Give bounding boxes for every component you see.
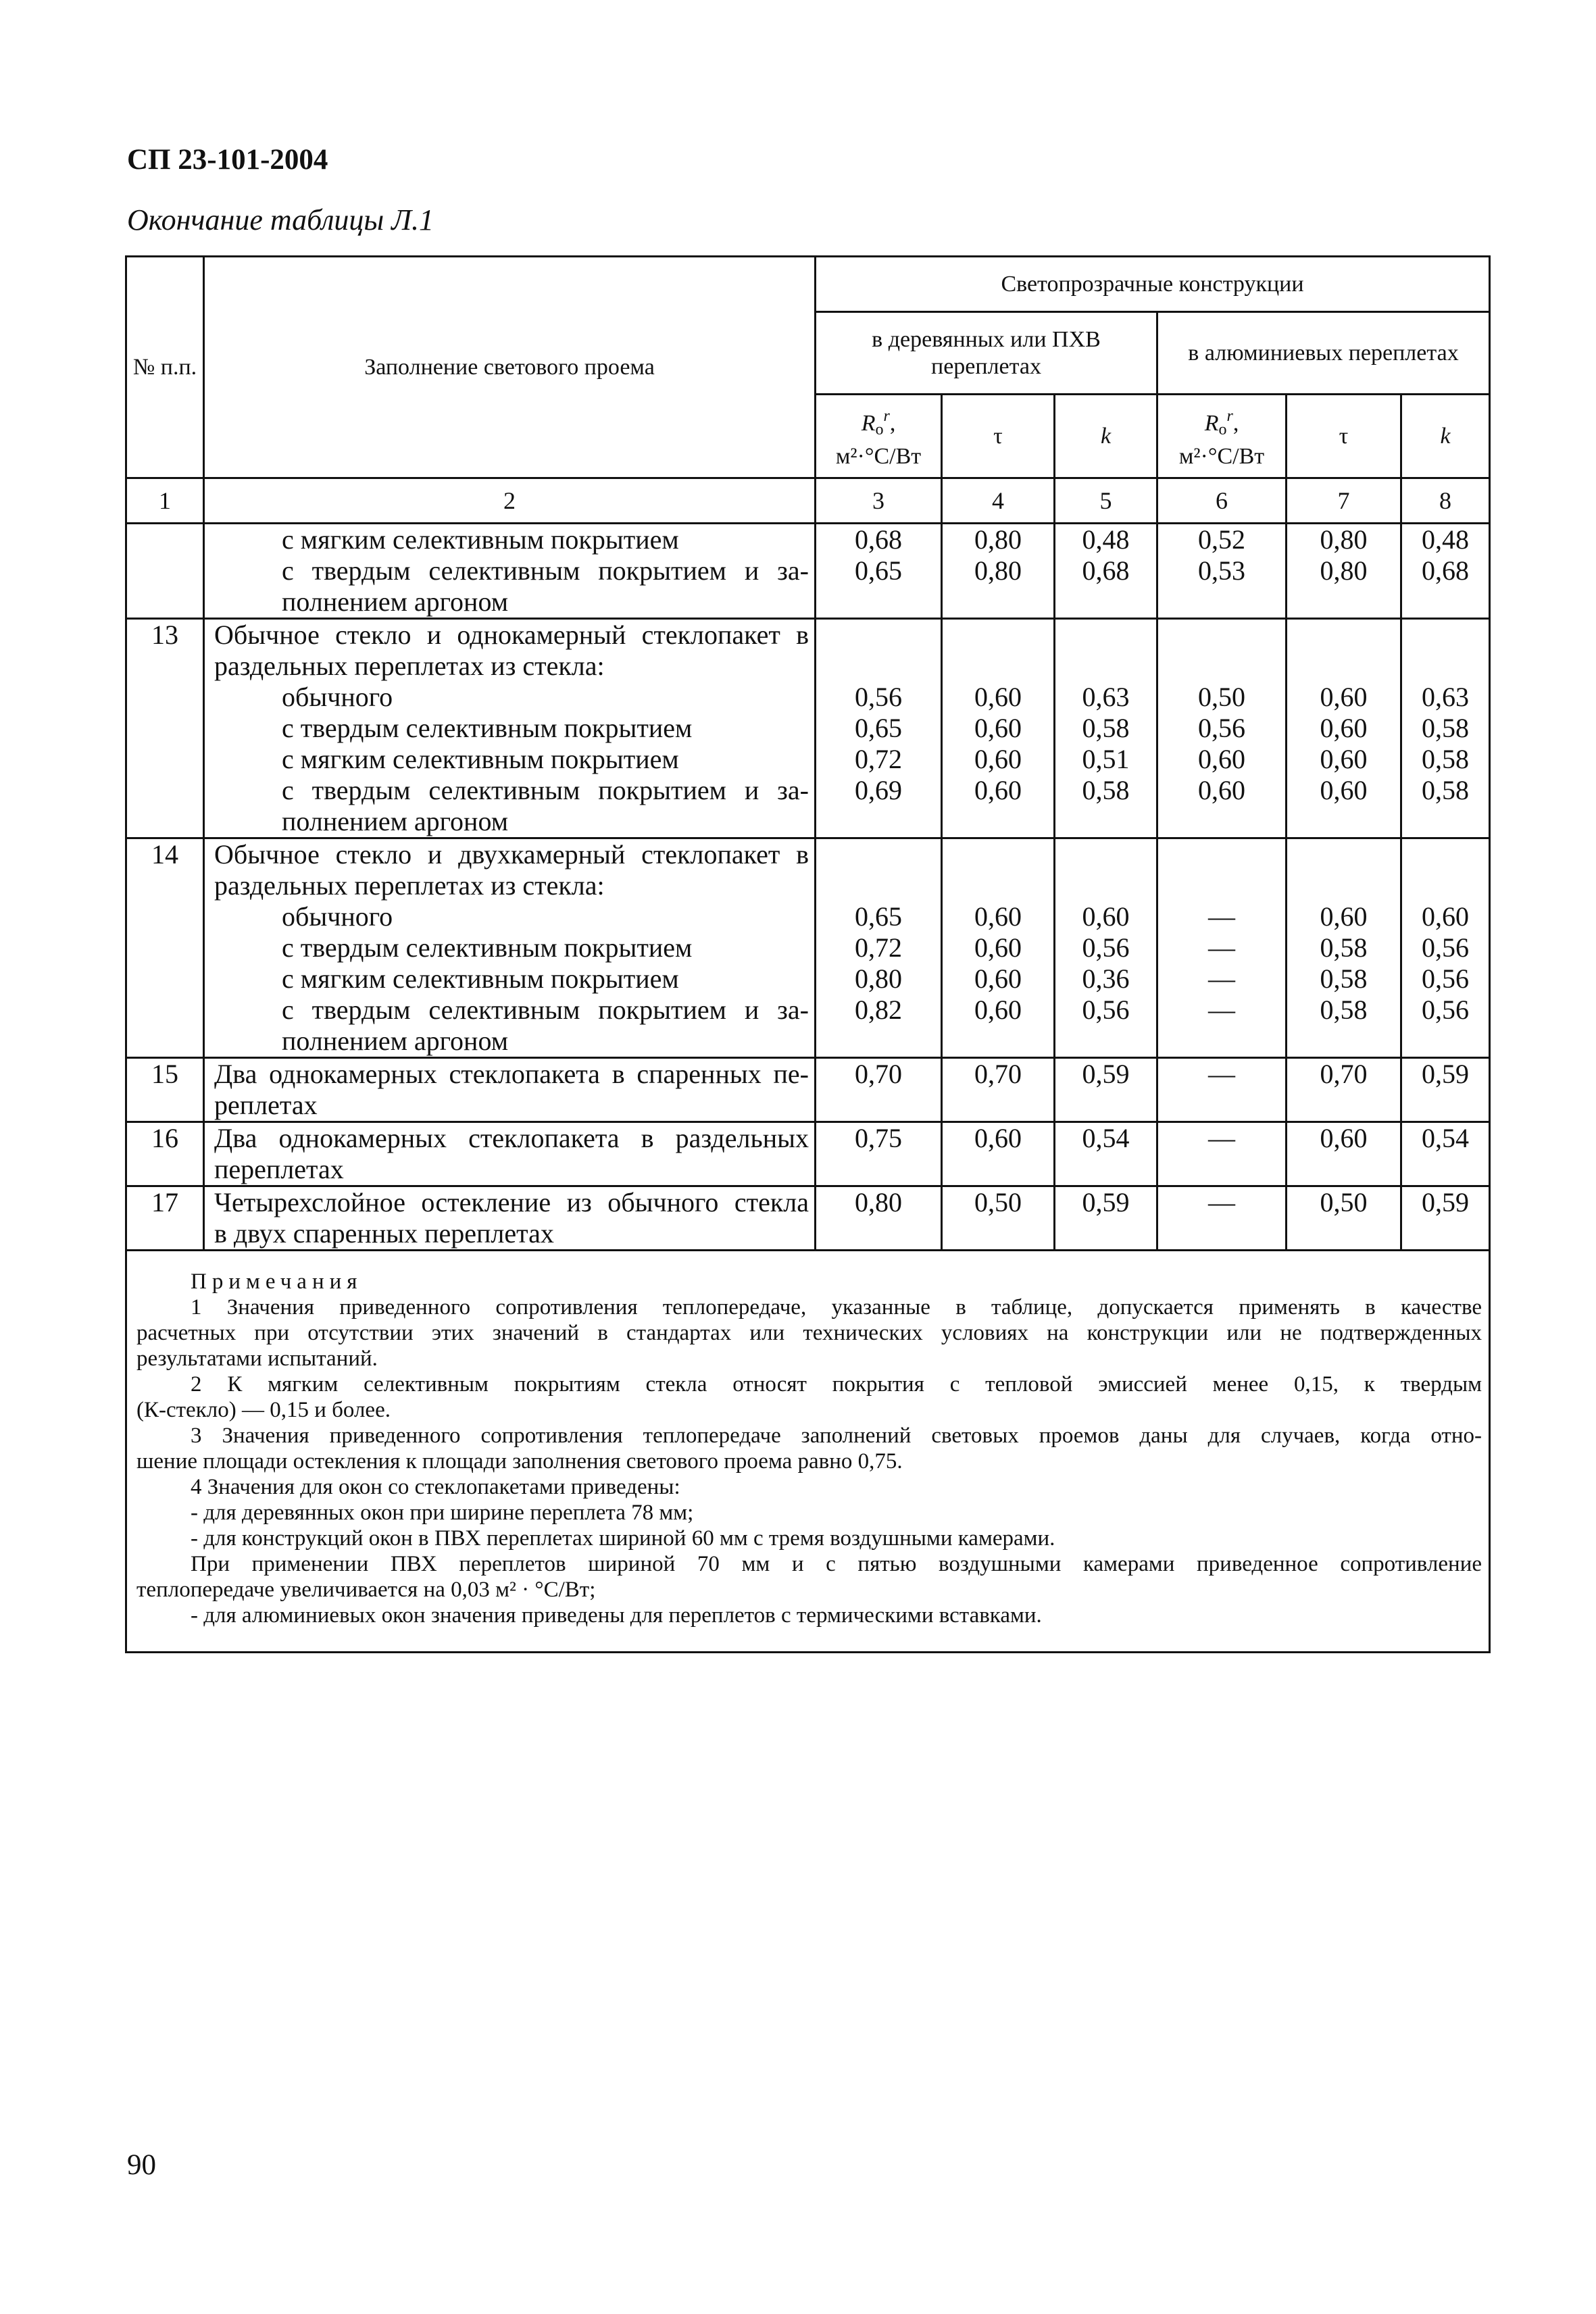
value: 0,63 [1422, 682, 1469, 712]
header-wood-pvc: в деревянных или ПХВ переплетах [816, 312, 1157, 395]
note-line: При применении ПВХ переплетов шириной 70 мм и с пятью воздушными камерами приведенное сопротивление [191, 1552, 1482, 1576]
header-no: № п.п. [126, 257, 204, 478]
value-cell [1055, 619, 1157, 838]
table-row [126, 524, 1490, 619]
value-cell: 0,70 [942, 1058, 1055, 1122]
column-number: 7 [1287, 478, 1401, 524]
glazing-table [125, 255, 1491, 1653]
value: 0,65 [855, 555, 902, 586]
value: 0,58 [1422, 775, 1469, 805]
note-line: теплопередаче увеличивается на 0,03 м² · °С/Вт; [136, 1578, 596, 1602]
value-cell: 0,75 [816, 1122, 942, 1186]
value-cell: — [1157, 1058, 1287, 1122]
value-cell [1401, 619, 1490, 838]
note-line: 2 К мягким селективным покрытиям стекла относят покрытия с тепловой эмиссией менее 0,15, к твердым [191, 1372, 1482, 1397]
row-number: 16 [126, 1122, 204, 1186]
value: 0,69 [855, 775, 902, 805]
value: 0,52 [1198, 524, 1245, 555]
value-cell: 0,59 [1055, 1186, 1157, 1251]
value: — [1208, 995, 1235, 1025]
header-r-wood: $R_o^r$, м²·°С/Вт [816, 395, 942, 478]
value-cell: 0,59 [1401, 1186, 1490, 1251]
value: 0,63 [1082, 682, 1130, 712]
value: 0,48 [1422, 524, 1469, 555]
document-code: СП 23-101-2004 [127, 144, 328, 176]
header-filling: Заполнение светового проема [204, 257, 816, 478]
value: 0,58 [1422, 713, 1469, 743]
description-line: с твердым селективным покрытием и за- [282, 555, 809, 586]
value-cell [1287, 619, 1401, 838]
row-number [126, 524, 204, 619]
value-cell [942, 838, 1055, 1058]
description-line: с твердым селективным покрытием и за- [282, 995, 809, 1025]
value: 0,80 [974, 555, 1022, 586]
symbol-r-sup: r [883, 407, 890, 425]
value-cell [942, 619, 1055, 838]
value: 0,82 [855, 995, 902, 1025]
value-cell [1157, 838, 1287, 1058]
value: 0,65 [855, 901, 902, 932]
header-tau-alu: τ [1287, 395, 1401, 478]
value: 0,80 [855, 963, 902, 994]
description-line: с мягким селективным покрытием [282, 744, 679, 774]
value: 0,60 [974, 775, 1022, 805]
description-line: обычного [282, 682, 393, 712]
unit-label: м²·°С/Вт [1178, 443, 1265, 469]
note-line: (К-стекло) — 0,15 и более. [136, 1398, 391, 1422]
value: 0,60 [974, 901, 1022, 932]
header-k-alu: k [1401, 395, 1490, 478]
value-cell [1401, 524, 1490, 619]
description-line: полнением аргоном [282, 806, 508, 836]
note-line: - для конструкций окон в ПВХ переплетах шириной 60 мм с тремя воздушными камерами. [191, 1526, 1055, 1551]
table-row [126, 1122, 1490, 1186]
header-group: Светопрозрачные конструкции [816, 257, 1490, 312]
table-row [126, 1186, 1490, 1251]
value-cell [1157, 524, 1287, 619]
value: 0,56 [855, 682, 902, 712]
description-line: раздельных переплетах из стекла: [214, 870, 605, 901]
notes-heading: Примечания [191, 1269, 363, 1294]
note-line: - для деревянных окон при ширине переплета 78 мм; [191, 1501, 694, 1525]
note-line: шение площади остекления к площади заполнения светового проема равно 0,75. [136, 1449, 903, 1474]
value: 0,58 [1320, 963, 1368, 994]
value: — [1208, 963, 1235, 994]
note-line: расчетных при отсутствии этих значений в стандартах или технических условиях на конструкции или не подтвержденных [136, 1321, 1482, 1345]
row-number: 17 [126, 1186, 204, 1251]
column-number-row [126, 478, 1490, 524]
value-cell: 0,60 [1287, 1122, 1401, 1186]
value-cell [1055, 524, 1157, 619]
description-line: обычного [282, 901, 393, 932]
value: 0,60 [1198, 744, 1245, 774]
value: 0,80 [974, 524, 1022, 555]
value-cell [816, 524, 942, 619]
value-cell [1401, 838, 1490, 1058]
value-cell: 0,70 [1287, 1058, 1401, 1122]
value: 0,80 [1320, 524, 1368, 555]
value-cell [1287, 524, 1401, 619]
value: — [1208, 901, 1235, 932]
value: 0,50 [1198, 682, 1245, 712]
symbol-r: R [861, 410, 876, 436]
value: 0,48 [1082, 524, 1130, 555]
page-number: 90 [127, 2149, 156, 2181]
description-line: с твердым селективным покрытием [282, 713, 693, 743]
description-line: переплетах [214, 1154, 344, 1184]
value: 0,56 [1422, 995, 1469, 1025]
column-number: 8 [1401, 478, 1490, 524]
value-cell: 0,60 [942, 1122, 1055, 1186]
value: 0,58 [1082, 775, 1130, 805]
note-line: - для алюминиевых окон значения приведены для переплетов с термическими вставками. [191, 1603, 1042, 1628]
row-description [204, 1186, 816, 1251]
value: 0,36 [1082, 963, 1130, 994]
value-cell: — [1157, 1122, 1287, 1186]
value-cell [1157, 619, 1287, 838]
description-line: в двух спаренных переплетах [214, 1218, 554, 1249]
description-line: с мягким селективным покрытием [282, 963, 679, 994]
value: 0,65 [855, 713, 902, 743]
value: 0,60 [1320, 682, 1368, 712]
description-line: Обычное стекло и однокамерный стеклопакет в [214, 620, 809, 650]
value: 0,60 [974, 995, 1022, 1025]
value-cell [816, 838, 942, 1058]
description-line: полнением аргоном [282, 586, 508, 617]
note-line: результатами испытаний. [136, 1347, 378, 1371]
unit-label: м²·°С/Вт [835, 443, 922, 469]
value: 0,60 [1320, 713, 1368, 743]
header-k-wood: k [1055, 395, 1157, 478]
row-description [204, 1058, 816, 1122]
value-cell: 0,54 [1401, 1122, 1490, 1186]
value: 0,60 [974, 963, 1022, 994]
column-number: 4 [942, 478, 1055, 524]
value: 0,60 [974, 932, 1022, 963]
description-line: реплетах [214, 1090, 318, 1120]
value-cell: 0,59 [1401, 1058, 1490, 1122]
value: 0,72 [855, 932, 902, 963]
value: 0,56 [1198, 713, 1245, 743]
table-continuation-title: Окончание таблицы Л.1 [127, 203, 434, 236]
column-number: 3 [816, 478, 942, 524]
row-description [204, 1122, 816, 1186]
notes [126, 1251, 1490, 1653]
value-cell [1287, 838, 1401, 1058]
row-number: 14 [126, 838, 204, 1058]
value: 0,60 [1320, 901, 1368, 932]
description-line: Два однокамерных стеклопакета в спаренных пе- [214, 1059, 809, 1089]
value: 0,58 [1320, 995, 1368, 1025]
value: 0,58 [1082, 713, 1130, 743]
value: 0,60 [1198, 775, 1245, 805]
value-cell: 0,50 [942, 1186, 1055, 1251]
value: 0,60 [1320, 775, 1368, 805]
value: 0,60 [1320, 744, 1368, 774]
value: 0,58 [1320, 932, 1368, 963]
description-line: с твердым селективным покрытием [282, 932, 693, 963]
description-line: Обычное стекло и двухкамерный стеклопакет в [214, 839, 809, 870]
value: 0,56 [1082, 932, 1130, 963]
value: 0,56 [1422, 963, 1469, 994]
note-line: 3 Значения приведенного сопротивления теплопередаче заполнений световых проемов даны для случаев, когда отно- [191, 1424, 1482, 1448]
row-description [204, 838, 816, 1058]
value: 0,60 [1422, 901, 1469, 932]
value: 0,60 [974, 682, 1022, 712]
note-line: 4 Значения для окон со стеклопакетами приведены: [191, 1475, 680, 1499]
row-number: 15 [126, 1058, 204, 1122]
value: 0,80 [1320, 555, 1368, 586]
notes-row [126, 1251, 1490, 1653]
description-line: с твердым селективным покрытием и за- [282, 775, 809, 805]
value: 0,68 [1422, 555, 1469, 586]
symbol-r-sub: o [1218, 420, 1227, 438]
header-r-alu: $R_o^r$, м²·°С/Вт [1157, 395, 1287, 478]
note-line: 1 Значения приведенного сопротивления теплопередаче, указанные в таблице, допускается применять в качестве [191, 1295, 1482, 1319]
column-number: 2 [204, 478, 816, 524]
description-line: раздельных переплетах из стекла: [214, 651, 605, 681]
value: 0,68 [1082, 555, 1130, 586]
row-description [204, 619, 816, 838]
header-aluminium: в алюминиевых переплетах [1157, 312, 1490, 395]
value: 0,72 [855, 744, 902, 774]
value-cell: 0,80 [816, 1186, 942, 1251]
description-line: Два однокамерных стеклопакета в раздельных [214, 1123, 809, 1153]
value: 0,53 [1198, 555, 1245, 586]
table-row [126, 619, 1490, 838]
row-number: 13 [126, 619, 204, 838]
value: 0,60 [1082, 901, 1130, 932]
value-cell: 0,50 [1287, 1186, 1401, 1251]
value: 0,56 [1422, 932, 1469, 963]
symbol-r: R [1204, 410, 1219, 436]
column-number: 1 [126, 478, 204, 524]
table-row [126, 1058, 1490, 1122]
symbol-r-sup: r [1226, 407, 1233, 425]
value-cell [942, 524, 1055, 619]
table-row [126, 838, 1490, 1058]
value: 0,60 [974, 713, 1022, 743]
value: 0,68 [855, 524, 902, 555]
value: — [1208, 932, 1235, 963]
value: 0,60 [974, 744, 1022, 774]
value-cell: 0,59 [1055, 1058, 1157, 1122]
value-cell [1055, 838, 1157, 1058]
value-cell: — [1157, 1186, 1287, 1251]
description-line: с мягким селективным покрытием [282, 524, 679, 555]
description-line: Четырехслойное остекление из обычного стекла [214, 1187, 809, 1217]
column-number: 6 [1157, 478, 1287, 524]
value: 0,56 [1082, 995, 1130, 1025]
column-number: 5 [1055, 478, 1157, 524]
symbol-r-sub: o [875, 420, 884, 438]
value-cell: 0,54 [1055, 1122, 1157, 1186]
header-tau-wood: τ [942, 395, 1055, 478]
description-line: полнением аргоном [282, 1026, 508, 1056]
value: 0,58 [1422, 744, 1469, 774]
value: 0,51 [1082, 744, 1130, 774]
row-description [204, 524, 816, 619]
value-cell [816, 619, 942, 838]
value-cell: 0,70 [816, 1058, 942, 1122]
